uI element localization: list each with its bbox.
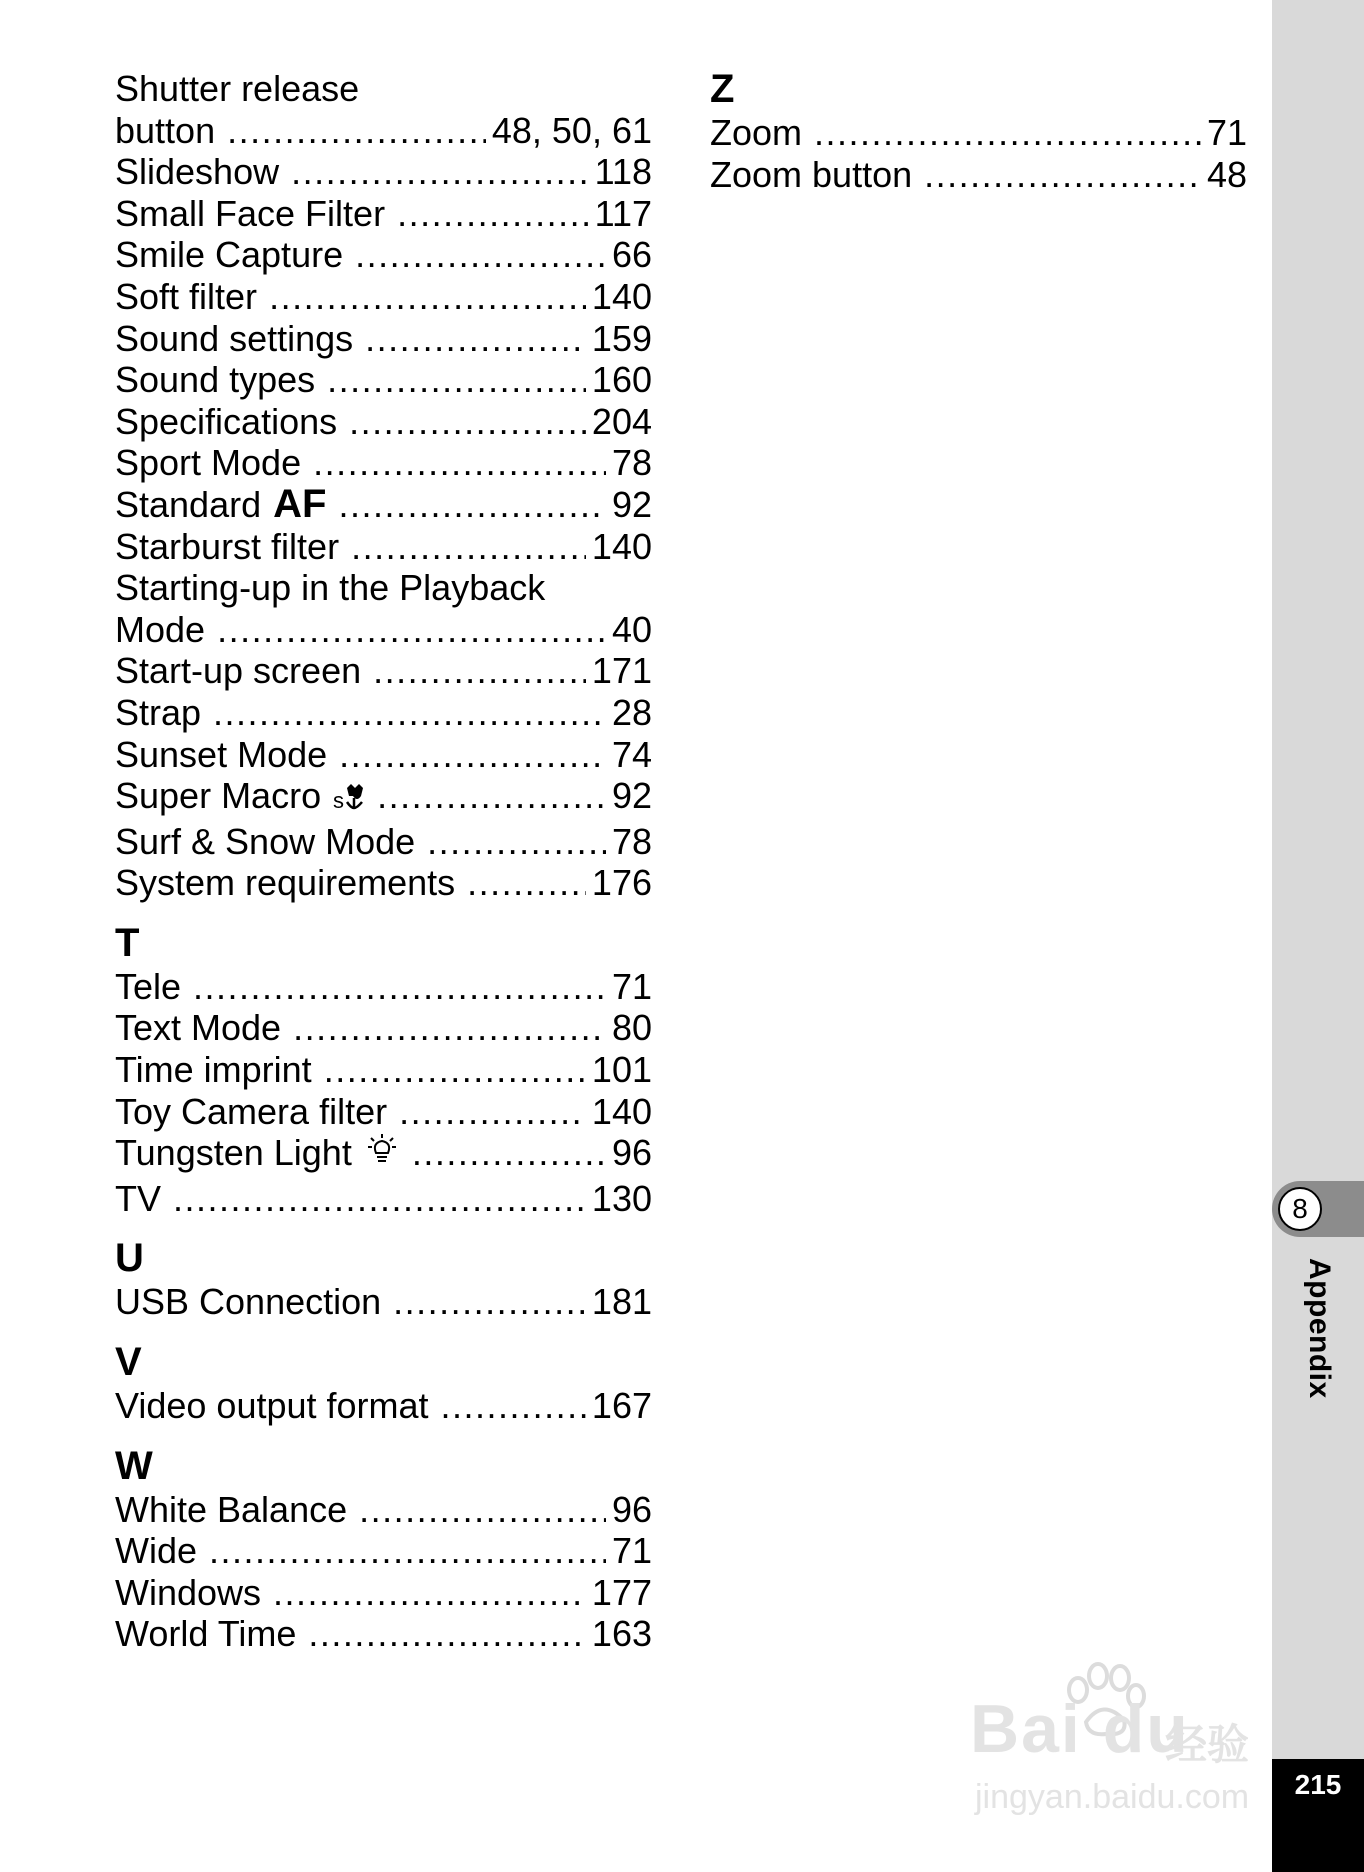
paw-logo-icon [1058, 1660, 1148, 1740]
index-page-ref: 40 [611, 608, 652, 650]
index-term-text: Tungsten Light [115, 1132, 352, 1174]
index-term-text: Strap [115, 691, 202, 733]
index-entry [115, 734, 652, 776]
index-term-text: Smile Capture [115, 234, 344, 276]
index-entry [115, 1281, 652, 1323]
index-section-letter: Z [710, 67, 735, 111]
dot-leader [213, 692, 606, 734]
index-entry [115, 1530, 652, 1572]
index-term [710, 112, 802, 154]
index-page-ref: 117 [594, 192, 652, 234]
index-entry [115, 151, 652, 193]
index-term [115, 821, 415, 863]
index-term-text: TV [115, 1177, 162, 1219]
index-page-ref: 171 [591, 650, 652, 692]
index-page-ref: 118 [594, 151, 652, 193]
dot-leader [339, 734, 606, 776]
index-term [115, 401, 337, 443]
index-term [115, 1489, 347, 1531]
index-term [115, 110, 215, 152]
index-term-text: Time imprint [115, 1049, 312, 1091]
index-term [115, 276, 257, 318]
index-entry-heading: Starting-up in the Playback [115, 567, 546, 609]
index-term [115, 193, 385, 235]
index-page-ref: 96 [611, 1132, 652, 1174]
index-section-letter: V [115, 1340, 142, 1385]
index-page-ref: 66 [611, 234, 652, 276]
index-term-text: USB Connection [115, 1281, 382, 1323]
index-entry [115, 1385, 652, 1427]
index-page-ref: 163 [591, 1613, 652, 1655]
index-term [115, 359, 315, 401]
dot-leader [227, 110, 486, 152]
index-term-text: Super Macro [115, 775, 322, 817]
dot-leader [308, 1613, 586, 1655]
index-page-ref: 71 [611, 1530, 652, 1572]
index-term [115, 1007, 281, 1049]
dot-leader [324, 1049, 586, 1091]
index-page-ref: 177 [591, 1571, 652, 1613]
index-page-ref: 71 [611, 965, 652, 1007]
index-term-text: Toy Camera filter [115, 1090, 388, 1132]
index-entry [115, 1049, 652, 1091]
index-term-text: Sport Mode [115, 442, 302, 484]
index-term [115, 1530, 197, 1572]
dot-leader [291, 151, 589, 193]
index-page-ref: 176 [591, 862, 652, 904]
tungsten-light-icon [364, 1133, 400, 1178]
watermark-url: jingyan.baidu.com [975, 1778, 1250, 1816]
index-entry [115, 1132, 652, 1178]
index-page-ref: 130 [591, 1177, 652, 1219]
index-term-text: Sunset Mode [115, 733, 328, 775]
index-term [115, 1049, 312, 1091]
index-term [115, 481, 327, 526]
index-left-column [115, 68, 652, 1655]
index-term-text: Zoom [710, 112, 803, 153]
index-term [115, 1385, 429, 1427]
dot-leader [441, 1385, 586, 1427]
index-term [115, 526, 339, 568]
dot-leader [355, 234, 606, 276]
index-section-letter: T [115, 920, 140, 965]
index-term-text: Video output format [115, 1385, 429, 1427]
index-entry [115, 862, 652, 904]
index-term-text: Starburst filter [115, 525, 340, 567]
dot-leader [399, 1091, 586, 1133]
dot-leader [365, 318, 586, 360]
index-term-text: Tele [115, 965, 182, 1007]
index-entry [115, 1572, 652, 1614]
index-term-text: White Balance [115, 1488, 348, 1530]
index-term [115, 442, 301, 484]
index-page-ref: 140 [591, 525, 652, 567]
index-term [115, 775, 365, 821]
index-entry [115, 193, 652, 235]
index-entry-heading: Shutter release [115, 68, 360, 109]
index-entry [115, 481, 652, 526]
index-term [115, 609, 205, 651]
watermark-brand: Bai du [970, 1691, 1190, 1767]
index-term [115, 1281, 381, 1323]
dot-leader [397, 193, 589, 235]
index-term [115, 1572, 261, 1614]
index-term-text: Sound types [115, 359, 316, 401]
index-term-text: Sound settings [115, 317, 354, 359]
index-page-ref: 71 [1206, 112, 1247, 153]
index-entry [115, 650, 652, 692]
index-page-ref: 48, 50, 61 [491, 109, 652, 151]
chapter-sidebar [1272, 0, 1364, 1872]
dot-leader [209, 1530, 606, 1572]
baidu-watermark [960, 1660, 1280, 1830]
index-term-text: World Time [115, 1613, 297, 1655]
index-page-ref: 181 [591, 1281, 652, 1323]
index-term-text: Mode [115, 608, 206, 650]
index-page-ref: 28 [611, 691, 652, 733]
index-term [115, 650, 361, 692]
super-macro-icon [333, 779, 365, 821]
index-entry [115, 1007, 652, 1049]
dot-leader [338, 484, 606, 526]
watermark-cn: 经验 [1165, 1721, 1250, 1768]
dot-leader [349, 401, 586, 443]
index-term [710, 154, 912, 196]
index-term-text: Standard [115, 483, 262, 525]
index-section-letter: W [115, 1443, 153, 1488]
index-term [115, 318, 353, 360]
index-page-ref: 78 [611, 442, 652, 484]
index-term-text: Start-up screen [115, 650, 362, 692]
index-term-text: Slideshow [115, 151, 280, 193]
dot-leader [313, 442, 606, 484]
index-term [115, 692, 201, 734]
index-entry [115, 276, 652, 318]
index-section-letter: U [115, 1236, 144, 1281]
dot-leader [377, 775, 606, 817]
index-term [115, 1091, 387, 1133]
chapter-title: Appendix [1303, 1258, 1336, 1399]
index-entry [115, 966, 652, 1008]
index-term [115, 966, 181, 1008]
dot-leader [293, 1007, 606, 1049]
index-entry [115, 775, 652, 821]
index-term-text: Surf & Snow Mode [115, 820, 416, 862]
index-entry [115, 609, 652, 651]
chapter-number: 8 [1278, 1187, 1322, 1231]
index-entry [115, 692, 652, 734]
index-entry [115, 442, 652, 484]
index-page-ref: 80 [611, 1007, 652, 1049]
index-entry [115, 526, 652, 568]
index-entry [115, 401, 652, 443]
dot-leader [173, 1178, 586, 1220]
index-page-ref: 92 [611, 775, 652, 817]
dot-leader [351, 526, 586, 568]
dot-leader [359, 1489, 606, 1531]
dot-leader [814, 112, 1201, 154]
index-page-ref: 74 [611, 733, 652, 775]
index-entry [115, 1178, 652, 1220]
index-entry [710, 154, 1247, 196]
dot-leader [412, 1132, 606, 1174]
index-term-text: Small Face Filter [115, 192, 386, 234]
dot-leader [924, 154, 1201, 196]
index-entry [115, 821, 652, 863]
index-term [115, 734, 327, 776]
index-term [115, 1613, 296, 1655]
index-term-text: Zoom button [710, 153, 913, 195]
index-entry [115, 234, 652, 276]
index-page-ref: 140 [591, 1090, 652, 1132]
index-term-text: Soft filter [115, 275, 258, 317]
index-term-text: Wide [115, 1530, 198, 1572]
dot-leader [427, 821, 606, 863]
svg-text:s: s [333, 788, 345, 813]
dot-leader [193, 966, 606, 1008]
index-term-text: Text Mode [115, 1007, 282, 1049]
index-page-ref: 204 [591, 400, 652, 442]
index-term-text: button [115, 109, 216, 151]
dot-leader [269, 276, 586, 318]
index-entry [115, 1091, 652, 1133]
index-term-text: System requirements [115, 862, 456, 904]
dot-leader [327, 359, 586, 401]
index-term-text: Windows [115, 1571, 262, 1613]
dot-leader [273, 1572, 586, 1614]
index-page-ref: 167 [591, 1385, 652, 1427]
index-page-ref: 140 [591, 275, 652, 317]
index-page-ref: 160 [591, 359, 652, 401]
index-entry [115, 318, 652, 360]
dot-leader [467, 862, 586, 904]
index-term [115, 1132, 400, 1178]
dot-leader [217, 609, 606, 651]
index-entry [115, 1613, 652, 1655]
index-page-ref: 101 [591, 1049, 652, 1091]
index-entry [115, 110, 652, 152]
index-page-ref: 48 [1206, 153, 1247, 195]
af-badge: AF [273, 481, 327, 526]
index-term-text: Specifications [115, 400, 338, 442]
index-page-ref: 78 [611, 820, 652, 862]
index-page-ref: 96 [611, 1488, 652, 1530]
index-term [115, 234, 343, 276]
index-page-ref: 159 [591, 317, 652, 359]
index-term [115, 1178, 161, 1220]
index-term [115, 862, 455, 904]
dot-leader [373, 650, 586, 692]
dot-leader [393, 1281, 586, 1323]
index-term [115, 151, 279, 193]
index-entry [115, 1489, 652, 1531]
page-number: 215 [1294, 1769, 1342, 1800]
index-right-column [710, 66, 1247, 195]
index-entry [115, 359, 652, 401]
index-page-ref: 92 [611, 483, 652, 525]
index-entry [710, 112, 1247, 154]
